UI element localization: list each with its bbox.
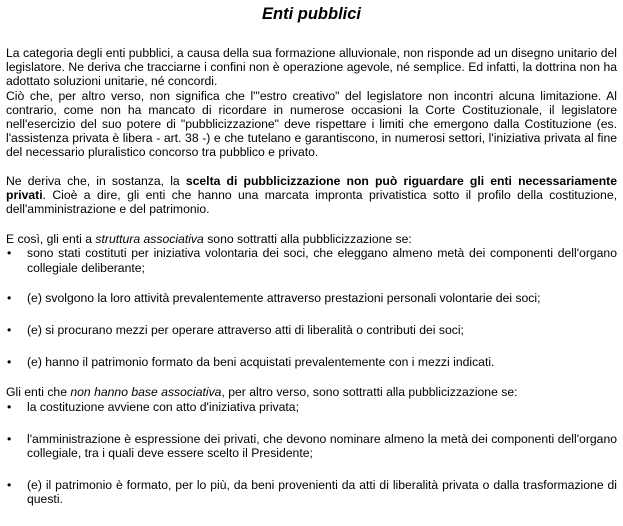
list-item xyxy=(6,323,617,337)
p3-before: Ne deriva che, in sostanza, la xyxy=(6,173,186,188)
bullet-icon: • xyxy=(7,399,12,414)
list-item-text: sono stati costituti per iniziativa volontaria dei soci, che eleggano almeno metà dei componenti dell'organo collegiale deliberante; xyxy=(27,246,617,275)
p5-before: Gli enti che xyxy=(6,385,71,400)
list-non-associative-conditions xyxy=(6,400,617,507)
p5-italic: non hanno base associativa xyxy=(70,385,222,400)
paragraph-limits xyxy=(6,89,617,160)
list-item xyxy=(6,478,617,506)
p2-line-3: nell'esercizio del suo potere di "pubblicizzazione" deve rispettare i limiti che emergono dalla Costituzione (es. xyxy=(6,117,617,132)
list-associative-conditions xyxy=(6,246,617,369)
p3-after: . Cioè a dire, gli enti che hanno una marcata impronta privatistica sotto il profilo della costituzione, dell'amministrazione e del patrimonio. xyxy=(6,187,617,217)
paragraph-associative xyxy=(6,232,617,246)
p3-bold-statement: scelta di pubblicizzazione non può riguardare gli enti necessariamente privati xyxy=(6,173,617,202)
p4-italic: struttura associativa xyxy=(95,232,204,247)
p2-line-4: l'assistenza privata è libera - art. 38 -) e che tutelano e garantiscono, in numerosi settori, l'iniziativa privata al xyxy=(6,131,594,146)
paragraph-non-associative xyxy=(6,385,617,399)
p5-after: , per altro verso, sono sottratti alla pubblicizzazione se: xyxy=(221,385,518,400)
list-item xyxy=(6,400,617,414)
p2-line-2: contrario, come non ha mancato di ricordare in numerose occasioni la Corte Costituzionale, il legislatore xyxy=(6,102,617,117)
bullet-icon: • xyxy=(7,290,12,305)
bullet-icon: • xyxy=(7,323,12,338)
list-item xyxy=(6,246,617,274)
list-item-text: l'amministrazione è espressione dei privati, che devono nominare almeno la metà dei componenti dell'organo collegiale, tra i quali deve essere scelto il Presidente; xyxy=(27,431,617,461)
list-item-text: (e) il patrimonio è formato, per lo più, da beni provenienti da atti di liberalità privata o dalla trasformazione di questi. xyxy=(27,478,617,507)
list-item-text: la costituzione avviene con atto d'iniziativa privata; xyxy=(27,399,299,414)
list-item-text: (e) si procurano mezzi per operare attraverso atti di liberalità o contributi dei soci; xyxy=(27,323,464,338)
bullet-icon: • xyxy=(7,355,12,370)
p1-line-1: La categoria degli enti pubblici, a causa della sua formazione alluvionale, non risponde ad un disegno xyxy=(6,46,554,60)
p1-line-3: la dottrina non ha adottato soluzioni unitarie, né concordi. xyxy=(6,60,618,89)
bullet-icon: • xyxy=(7,478,12,493)
p4-after: sono sottratti alla pubblicizzazione se: xyxy=(203,232,412,247)
paragraph-intro xyxy=(6,46,617,89)
p2-line-1: Ciò che, per altro verso, non significa che l'"estro creativo" del legislatore non incontri alcuna limitazione. Al xyxy=(6,88,617,103)
list-item xyxy=(6,432,617,460)
list-item-text: (e) hanno il patrimonio formato da beni acquistati prevalentemente con i mezzi indicati. xyxy=(27,355,495,370)
paragraph-conclusion xyxy=(6,174,617,217)
list-item xyxy=(6,291,617,305)
p1-line-2: unitario del legislatore. Ne deriva che tracciarne i confini non è operazione agevole, né semplice. Ed infatti, xyxy=(6,46,617,75)
page-title: Enti pubblici xyxy=(262,5,361,23)
bullet-icon: • xyxy=(7,431,12,446)
list-item xyxy=(6,355,617,369)
list-item-text: (e) svolgono la loro attività prevalentemente attraverso prestazioni personali volontarie dei soci; xyxy=(27,290,541,305)
bullet-icon: • xyxy=(7,246,12,261)
p2-line-5: fine del necessario pluralistico concorso tra pubblico e privato. xyxy=(6,131,617,160)
p4-before: E così, gli enti a xyxy=(6,232,96,247)
